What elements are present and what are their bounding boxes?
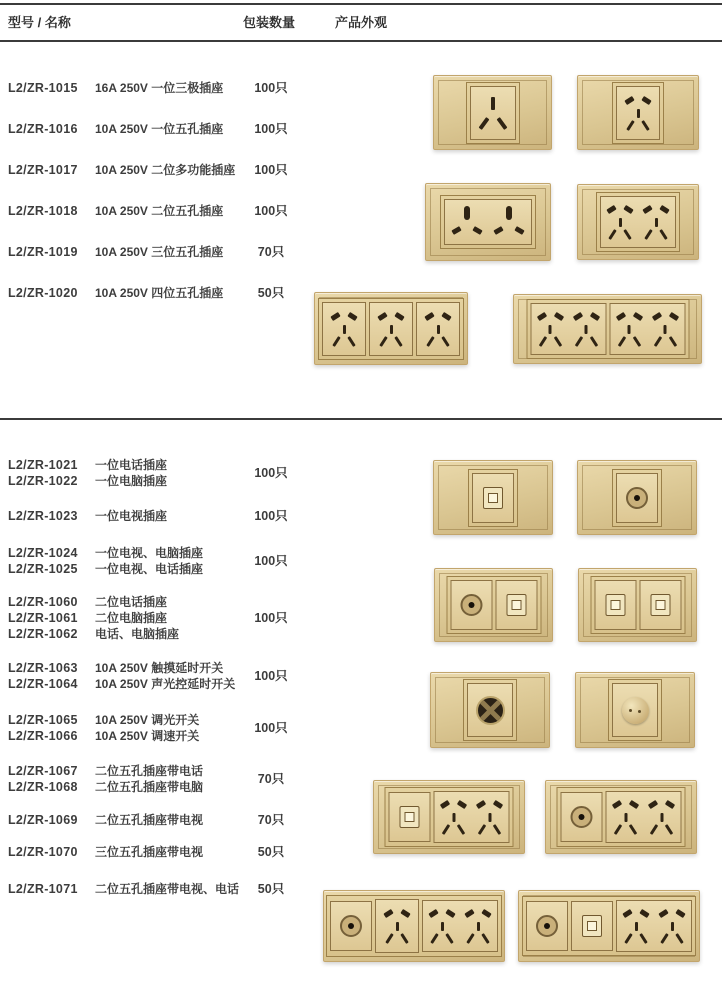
model-code: L2/ZR-1070 [8,845,78,859]
plate-touch-delay-switch [430,672,550,748]
five-hole-glyph [613,307,645,351]
plate-two-five-hole [577,184,699,260]
five-hole-socket [375,899,419,953]
package-qty: 50只 [257,882,285,896]
socket-module-area [466,82,520,144]
package-qty: 50只 [257,845,285,859]
model-code: L2/ZR-1015 [8,81,78,95]
coax-connector-icon [460,594,482,616]
model-code: L2/ZR-1021 [8,458,78,472]
five-hole-glyph [375,307,407,351]
package-qty: 100只 [254,721,288,735]
model-name: 三位五孔插座带电视 [95,845,204,859]
five-hole-glyph [640,200,672,244]
tv-coax-socket [450,580,492,630]
package-qty: 100只 [254,669,288,683]
phone-jack [495,580,537,630]
socket-module-area [463,679,517,741]
universal-socket-glyph [490,203,528,241]
model-code: L2/ZR-1024 [8,546,78,560]
model-name: 二位五孔插座带电脑 [95,780,204,794]
model-code: L2/ZR-1064 [8,677,78,691]
plate-two-multifunction [425,183,551,261]
model-name: 二位五孔插座带电视、电话 [95,882,240,896]
model-name: 二位五孔插座带电视 [95,813,204,827]
universal-socket-glyph [448,203,486,241]
model-code: L2/ZR-1016 [8,122,78,136]
package-qty: 70只 [257,772,285,786]
plate-two-jacks [578,568,697,642]
package-qty: 70只 [257,245,285,259]
five-hole-socket-double [600,196,676,248]
rj-jack-icon [605,594,625,616]
model-name: 10A 250V 调光开关 [95,713,200,727]
model-code: L2/ZR-1018 [8,204,78,218]
coax-connector-icon [626,487,648,509]
model-name: 10A 250V 一位五孔插座 [95,122,224,136]
socket-module-area [612,82,664,144]
plate-one-five-hole [577,75,699,150]
socket-module-area [608,679,662,741]
rj-jack-icon [582,915,602,937]
socket-module-area [385,787,514,847]
rj-jack-icon [506,594,526,616]
five-hole-socket [369,302,413,356]
top-rule [0,3,722,5]
model-code: L2/ZR-1065 [8,713,78,727]
five-hole-socket-double [422,900,498,952]
plate-phone-two-five-hole [373,780,525,854]
model-code: L2/ZR-1063 [8,661,78,675]
phone-jack [594,580,636,630]
model-code: L2/ZR-1023 [8,509,78,523]
package-qty: 100只 [254,611,288,625]
model-name: 10A 250V 二位多功能插座 [95,163,236,177]
plate-tv-socket [577,460,697,535]
coax-connector-icon [571,806,593,828]
socket-module-area [318,298,464,360]
header-bottom-rule [0,40,722,42]
phone-jack [389,792,431,842]
touch-delay-switch [467,683,513,737]
package-qty: 100只 [254,554,288,568]
model-code: L2/ZR-1066 [8,729,78,743]
model-name: 10A 250V 触摸延时开关 [95,661,224,675]
five-hole-glyph [426,904,458,948]
model-code: L2/ZR-1068 [8,780,78,794]
socket-module-area [596,192,680,252]
model-name: 二位电话插座 [95,595,168,609]
model-name: 一位电视插座 [95,509,168,523]
three-pin-glyph [474,89,512,137]
model-name: 二位五孔插座带电话 [95,764,204,778]
socket-module-area [590,576,685,634]
model-name: 16A 250V 一位三极插座 [95,81,224,95]
rj-jack-icon [483,487,503,509]
socket-module-area [526,299,689,359]
model-name: 10A 250V 声光控延时开关 [95,677,236,691]
five-hole-socket [322,302,366,356]
plate-phone-jack [433,460,553,535]
model-name: 10A 250V 调速开关 [95,729,200,743]
socket-module-area [468,469,518,527]
model-name: 一位电视、电话插座 [95,562,204,576]
five-hole-socket [416,302,460,356]
model-name: 10A 250V 四位五孔插座 [95,286,224,300]
plate-tv-two-five-hole [545,780,697,854]
package-qty: 100只 [254,509,288,523]
plate-four-five-hole [513,294,702,364]
five-hole-glyph [438,795,470,839]
five-hole-glyph [610,795,642,839]
col-header-model: 型号 / 名称 [8,15,71,30]
model-code: L2/ZR-1060 [8,595,78,609]
model-code: L2/ZR-1062 [8,627,78,641]
coax-connector-icon [340,915,362,937]
five-hole-glyph [328,307,360,351]
model-code: L2/ZR-1019 [8,245,78,259]
five-hole-socket-double [616,900,692,952]
five-hole-socket-double [530,303,606,355]
model-name: 10A 250V 三位五孔插座 [95,245,224,259]
model-name: 电话、电脑插座 [95,627,180,641]
socket-module-area [612,469,662,527]
five-hole-socket-double [434,791,510,843]
phone-jack [571,901,613,951]
phone-jack [639,580,681,630]
tv-coax-socket [330,901,372,951]
plate-one-three-pin [433,75,552,150]
col-header-appearance: 产品外观 [335,15,388,30]
dimmer-knob [612,683,658,737]
socket-module-area [557,787,686,847]
dimmer-knob-icon [622,697,649,724]
multifunction-socket-double [444,199,532,245]
package-qty: 50只 [257,286,285,300]
five-hole-socket [616,86,660,140]
five-hole-glyph [622,91,654,135]
touch-switch-icon [476,696,505,725]
model-code: L2/ZR-1025 [8,562,78,576]
five-hole-glyph [570,307,602,351]
five-hole-glyph [656,904,688,948]
rj-jack-icon [650,594,670,616]
package-qty: 100只 [254,204,288,218]
tv-coax-socket [616,473,658,523]
five-hole-glyph [381,904,413,948]
package-qty: 100只 [254,81,288,95]
package-qty: 100只 [254,122,288,136]
model-code: L2/ZR-1069 [8,813,78,827]
model-code: L2/ZR-1020 [8,286,78,300]
model-code: L2/ZR-1067 [8,764,78,778]
section-divider-rule [0,418,722,420]
five-hole-glyph [422,307,454,351]
five-hole-glyph [462,904,494,948]
package-qty: 100只 [254,466,288,480]
model-name: 一位电视、电脑插座 [95,546,204,560]
five-hole-socket-double [606,791,682,843]
five-hole-glyph [604,200,636,244]
model-code: L2/ZR-1061 [8,611,78,625]
model-code: L2/ZR-1017 [8,163,78,177]
model-name: 10A 250V 二位五孔插座 [95,204,224,218]
five-hole-socket-double [609,303,685,355]
phone-jack [472,473,514,523]
tv-coax-socket [561,792,603,842]
package-qty: 70只 [257,813,285,827]
five-hole-glyph [646,795,678,839]
three-pin-socket [470,86,516,140]
plate-three-five-hole [314,292,468,365]
plate-tv-phone-two-five-hole [518,890,700,962]
model-code: L2/ZR-1071 [8,882,78,896]
five-hole-glyph [649,307,681,351]
package-qty: 100只 [254,163,288,177]
rj-jack-icon [400,806,420,828]
model-name: 一位电脑插座 [95,474,168,488]
five-hole-glyph [534,307,566,351]
five-hole-glyph [620,904,652,948]
five-hole-glyph [474,795,506,839]
socket-module-area [326,895,502,957]
plate-dimmer-switch [575,672,695,748]
model-name: 二位电脑插座 [95,611,168,625]
socket-module-area [522,896,696,956]
tv-coax-socket [526,901,568,951]
socket-module-area [446,576,541,634]
plate-tv-computer [434,568,553,642]
socket-module-area [440,195,536,249]
model-name: 一位电话插座 [95,458,168,472]
plate-tv-three-five-hole [323,890,505,962]
model-code: L2/ZR-1022 [8,474,78,488]
coax-connector-icon [536,915,558,937]
col-header-qty: 包装数量 [243,15,296,30]
